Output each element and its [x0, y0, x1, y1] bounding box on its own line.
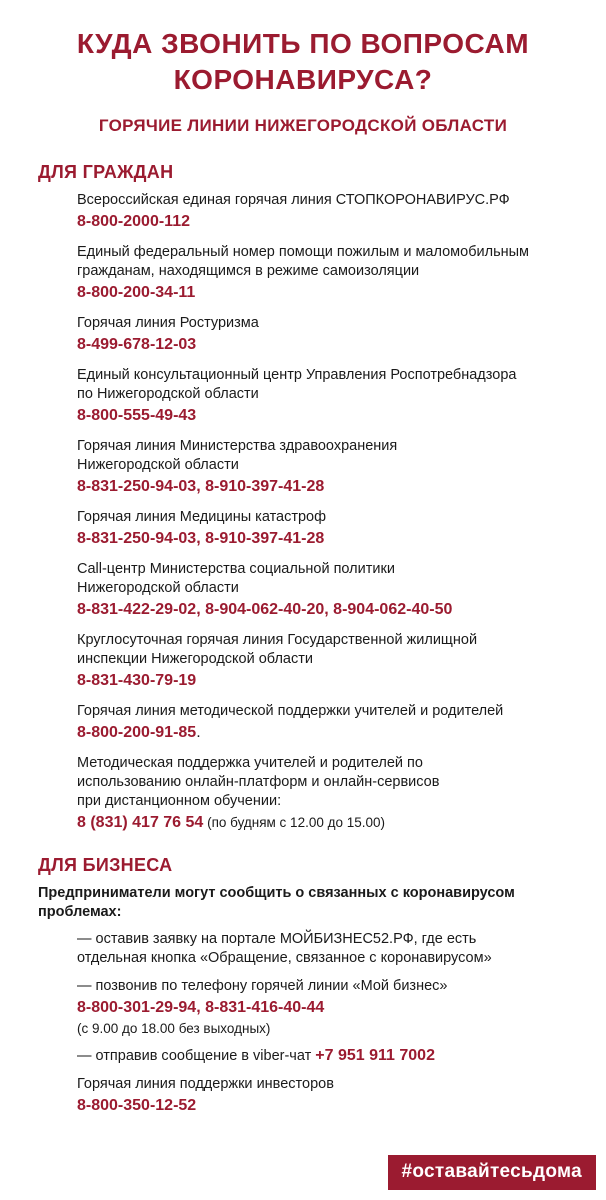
business-option-viber [77, 1047, 588, 1066]
page-subtitle: ГОРЯЧИЕ ЛИНИИ НИЖЕГОРОДСКОЙ ОБЛАСТИ [98, 116, 508, 135]
title-line-2: КОРОНАВИРУСА? [173, 64, 433, 95]
hotline-entry-online-learning [77, 754, 588, 835]
hotline-entry-stopcoronavirus [77, 191, 588, 234]
entry-description: по Нижегородской области [77, 386, 259, 402]
hotline-entry-health-ministry [77, 437, 588, 499]
entry-description: Горячая линия Медицины катастроф [77, 509, 327, 525]
entry-description: — позвонив по телефону горячей линии «Мой бизнес» [77, 978, 448, 994]
business-option-portal [77, 930, 588, 968]
phone-number[interactable]: 8-800-200-34-11 [77, 284, 196, 301]
entry-description: Методическая поддержка учителей и родителей по [77, 755, 423, 771]
hotline-entry-rospotrebnadzor [77, 366, 588, 428]
phone-number-line [77, 721, 588, 745]
title-line-1: КУДА ЗВОНИТЬ ПО ВОПРОСАМ [76, 28, 530, 59]
phone-number[interactable]: 8-831-250-94-03, 8-910-397-41-28 [77, 478, 325, 495]
entry-description: Call-центр Министерства социальной политики [77, 561, 395, 577]
entry-description: использованию онлайн-платформ и онлайн-сервисов [77, 774, 440, 790]
entry-description: при дистанционном обучении: [77, 793, 282, 809]
phone-number[interactable]: 8-499-678-12-03 [77, 336, 197, 353]
entry-description: Круглосуточная горячая линия Государственной жилищной [77, 632, 478, 648]
phone-number[interactable]: 8-800-2000-112 [77, 213, 190, 230]
business-lead [0, 884, 606, 922]
phone-number[interactable]: 8-831-250-94-03, 8-910-397-41-28 [77, 530, 325, 547]
page-title [0, 0, 606, 98]
phone-number[interactable]: 8-800-350-12-52 [77, 1097, 197, 1114]
schedule-note: (с 9.00 до 18.00 без выходных) [77, 1021, 271, 1036]
hotline-entry-investors [77, 1075, 588, 1118]
hotline-entry-teacher-support [77, 702, 588, 745]
business-heading: ДЛЯ БИЗНЕСА [38, 855, 173, 875]
phone-number[interactable]: 8-800-555-49-43 [77, 407, 197, 424]
entry-description: Горячая линия Ростуризма [77, 315, 259, 331]
phone-number[interactable]: 8-800-301-29-94, 8-831-416-40-44 [77, 999, 325, 1016]
citizens-heading: ДЛЯ ГРАЖДАН [38, 162, 174, 182]
business-option-phone [77, 977, 588, 1038]
phone-number[interactable]: 8 (831) 417 76 54 [77, 814, 204, 831]
entry-description: — оставив заявку на портале МОЙБИЗНЕС52.РФ, где есть [77, 931, 477, 947]
entry-description: Горячая линия Министерства здравоохранения [77, 438, 398, 454]
entry-description: инспекции Нижегородской области [77, 651, 313, 667]
phone-number[interactable]: 8-800-200-91-85 [77, 724, 197, 741]
entry-description: отдельная кнопка «Обращение, связанное с коронавирусом» [77, 950, 492, 966]
hotline-entry-disaster-medicine [77, 508, 588, 551]
hashtag-badge: #оставайтесьдома [388, 1155, 597, 1190]
entry-description: Горячая линия поддержки инвесторов [77, 1076, 334, 1092]
hotline-entry-housing-inspection [77, 631, 588, 693]
business-lead-line: проблемах: [38, 904, 122, 920]
entry-description: Нижегородской области [77, 457, 239, 473]
hotline-entry-rosturizm [77, 314, 588, 357]
citizens-list [0, 191, 606, 835]
hotline-entry-social-policy [77, 560, 588, 622]
entry-description: Нижегородской области [77, 580, 239, 596]
phone-number-line [77, 811, 588, 835]
business-list [0, 930, 606, 1118]
phone-number[interactable]: 8-831-422-29-02, 8-904-062-40-20, 8-904-062-40-50 [77, 601, 453, 618]
entry-description: гражданам, находящимся в режиме самоизоляции [77, 263, 420, 279]
entry-description: Единый федеральный номер помощи пожилым и маломобильным [77, 244, 530, 260]
schedule-note: (по будням с 12.00 до 15.00) [203, 815, 386, 830]
viber-phone-number[interactable]: +7 951 911 7002 [315, 1047, 435, 1064]
entry-description: — отправив сообщение в viber-чат [77, 1048, 316, 1064]
entry-description: Единый консультационный центр Управления Роспотребнадзора [77, 367, 517, 383]
hotline-entry-elderly-help [77, 243, 588, 305]
entry-description: Горячая линия методической поддержки учителей и родителей [77, 703, 504, 719]
phone-number[interactable]: 8-831-430-79-19 [77, 672, 197, 689]
business-lead-line: Предприниматели могут сообщить о связанных с коронавирусом [38, 885, 515, 901]
entry-description: Всероссийская единая горячая линия СТОПКОРОНАВИРУС.РФ [77, 192, 510, 208]
trailing-period: . [196, 724, 201, 741]
